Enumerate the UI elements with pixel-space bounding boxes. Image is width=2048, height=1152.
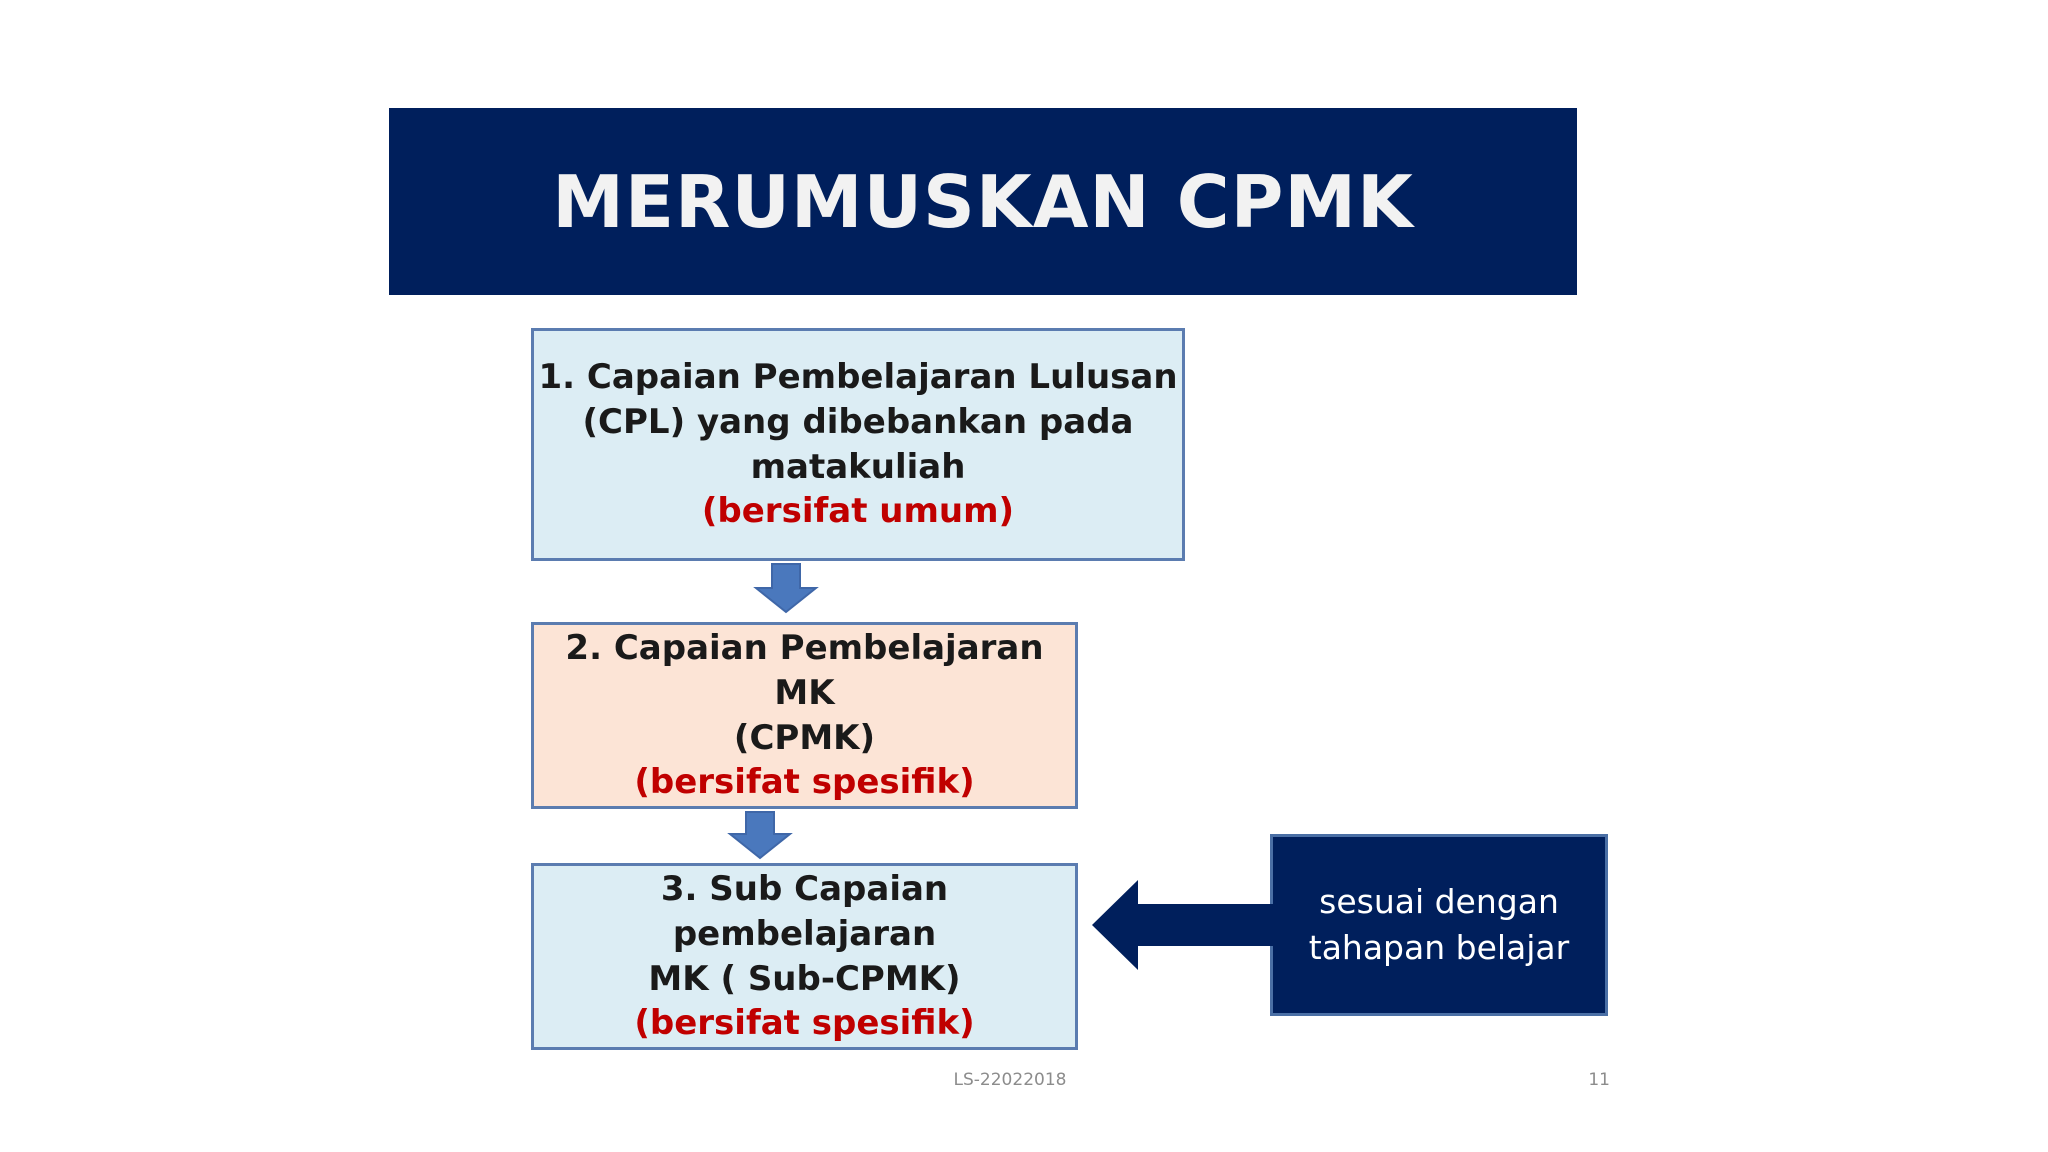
title-banner <box>389 108 1577 295</box>
step-2-line-1: 2. Capaian Pembelajaran MK <box>565 627 1044 713</box>
slide-title: MERUMUSKAN CPMK <box>552 159 1414 244</box>
down-arrow-2-icon <box>730 812 790 858</box>
step-box-cpl <box>531 328 1185 561</box>
step-1-line-2: (CPL) yang dibebankan pada <box>582 401 1134 442</box>
step-3-line-1: 3. Sub Capaian pembelajaran <box>660 868 949 954</box>
step-2-line-2: (CPMK) <box>733 717 876 758</box>
step-1-line-1: 1. Capaian Pembelajaran Lulusan <box>538 356 1178 397</box>
page-number: 11 <box>1588 1070 1610 1090</box>
step-1-accent: (bersifat umum) <box>701 491 1015 532</box>
step-3-line-2: MK ( Sub-CPMK) <box>648 958 961 999</box>
step-1-line-3: matakuliah <box>750 446 966 487</box>
left-arrow-icon <box>1092 880 1274 970</box>
step-3-accent: (bersifat spesifik) <box>634 1003 975 1044</box>
side-note-line-1: sesuai dengan <box>1319 881 1559 921</box>
footer-code: LS-22022018 <box>953 1070 1067 1090</box>
step-2-accent: (bersifat spesifik) <box>634 762 975 803</box>
down-arrow-1-icon <box>756 564 816 612</box>
step-box-cpmk <box>531 622 1078 809</box>
step-box-sub-cpmk <box>531 863 1078 1050</box>
side-note-line-2: tahapan belajar <box>1308 928 1570 967</box>
side-note-box <box>1270 834 1608 1016</box>
